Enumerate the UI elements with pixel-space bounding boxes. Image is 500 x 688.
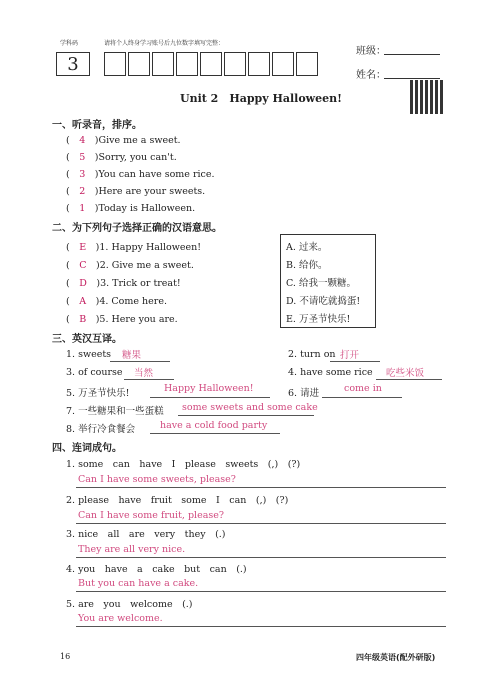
option-e: E. 万圣节快乐! [286,314,351,325]
s4-a4: But you can have a cake. [78,578,199,589]
s4-a3: They are all very nice. [78,544,186,555]
s3-q4: 4. have some rice [288,367,373,378]
account-digit-9[interactable] [296,52,318,76]
s3-a8: have a cold food party [160,420,268,431]
option-d: D. 不请吃就捣蛋! [286,296,361,307]
s4-q1: 1. some can have I please sweets (,) (?) [66,459,301,470]
s3-line1 [110,361,170,362]
s3-a4: 吃些米饭 [386,368,425,379]
s3-line4 [376,379,442,380]
s3-q7: 7. 一些糖果和一些蛋糕 [66,406,164,417]
account-digit-1[interactable] [104,52,126,76]
s2-item-1: ( E )1. Happy Halloween! [66,242,202,253]
s2-item-4: ( A )4. Come here. [66,296,167,307]
s3-a7: some sweets and some cake [182,402,318,413]
s1-item-5: ( 1 )Today is Halloween. [66,203,196,214]
book-title: 四年级英语(配外研版) [356,653,436,662]
section1-heading: 一、听录音，排序。 [52,120,142,131]
s3-line3 [124,379,174,380]
s3-a2: 打开 [340,350,360,361]
s1-item-2: ( 5 )Sorry, you can't. [66,152,177,163]
page-title: Unit 2 Happy Halloween! [180,92,342,105]
section4-heading: 四、连词成句。 [52,443,122,454]
s2-item-3: ( D )3. Trick or treat! [66,278,181,289]
page-number: 16 [60,652,71,661]
option-b: B. 给你。 [286,260,328,271]
s3-a1: 糖果 [122,350,142,361]
s3-a5: Happy Halloween! [164,383,254,394]
account-digit-6[interactable] [224,52,246,76]
account-digit-7[interactable] [248,52,270,76]
s4-line1 [76,487,446,488]
s1-item-1: ( 4 )Give me a sweet. [66,135,181,146]
s4-a1: Can I have some sweets, please? [78,474,236,485]
s3-q3: 3. of course [66,367,123,378]
section2-heading: 二、为下列句子选择正确的汉语意思。 [52,223,222,234]
s4-q4: 4. you have a cake but can (.) [66,564,247,575]
s3-line6 [322,397,402,398]
s3-q5: 5. 万圣节快乐! [66,388,130,399]
s4-a2: Can I have some fruit, please? [78,510,224,521]
s3-line8 [150,433,280,434]
s4-line4 [76,591,446,592]
name-line[interactable] [384,78,440,79]
option-a: A. 过来。 [286,242,328,253]
s3-q6: 6. 请进 [288,388,320,399]
s4-line2 [76,523,446,524]
s3-q1: 1. sweets [66,349,112,360]
name-label: 姓名： [356,70,386,81]
s2-item-5: ( B )5. Here you are. [66,314,178,325]
subject-code-label: 学科码 [60,40,79,47]
account-digit-4[interactable] [176,52,198,76]
class-line[interactable] [384,54,440,55]
s4-q5: 5. are you welcome (.) [66,599,193,610]
option-c: C. 给我一颗糖。 [286,278,356,289]
s4-q3: 3. nice all are very they (.) [66,529,226,540]
account-digit-2[interactable] [128,52,150,76]
account-digit-8[interactable] [272,52,294,76]
account-digit-3[interactable] [152,52,174,76]
s3-q2: 2. turn on [288,349,336,360]
s4-q2: 2. please have fruit some I can (,) (?) [66,495,289,506]
section3-heading: 三、英汉互译。 [52,334,122,345]
s4-a5: You are welcome. [78,613,163,624]
s3-a6: come in [344,383,382,394]
s3-q8: 8. 举行冷食餐会 [66,424,136,435]
s1-item-4: ( 2 )Here are your sweets. [66,186,206,197]
account-digit-5[interactable] [200,52,222,76]
s3-line5 [150,397,270,398]
s1-item-3: ( 3 )You can have some rice. [66,169,215,180]
qr-code-icon [410,80,444,114]
s3-a3: 当然 [134,368,154,379]
subject-number: 3 [56,52,90,76]
s3-line7 [178,415,314,416]
s4-line3 [76,557,446,558]
s3-line2 [330,361,380,362]
s4-line5 [76,626,446,627]
account-instruction: 请将个人终身学习账号后九位数字填写完整： [104,40,225,47]
class-label: 班级： [356,46,386,57]
s2-item-2: ( C )2. Give me a sweet. [66,260,194,271]
